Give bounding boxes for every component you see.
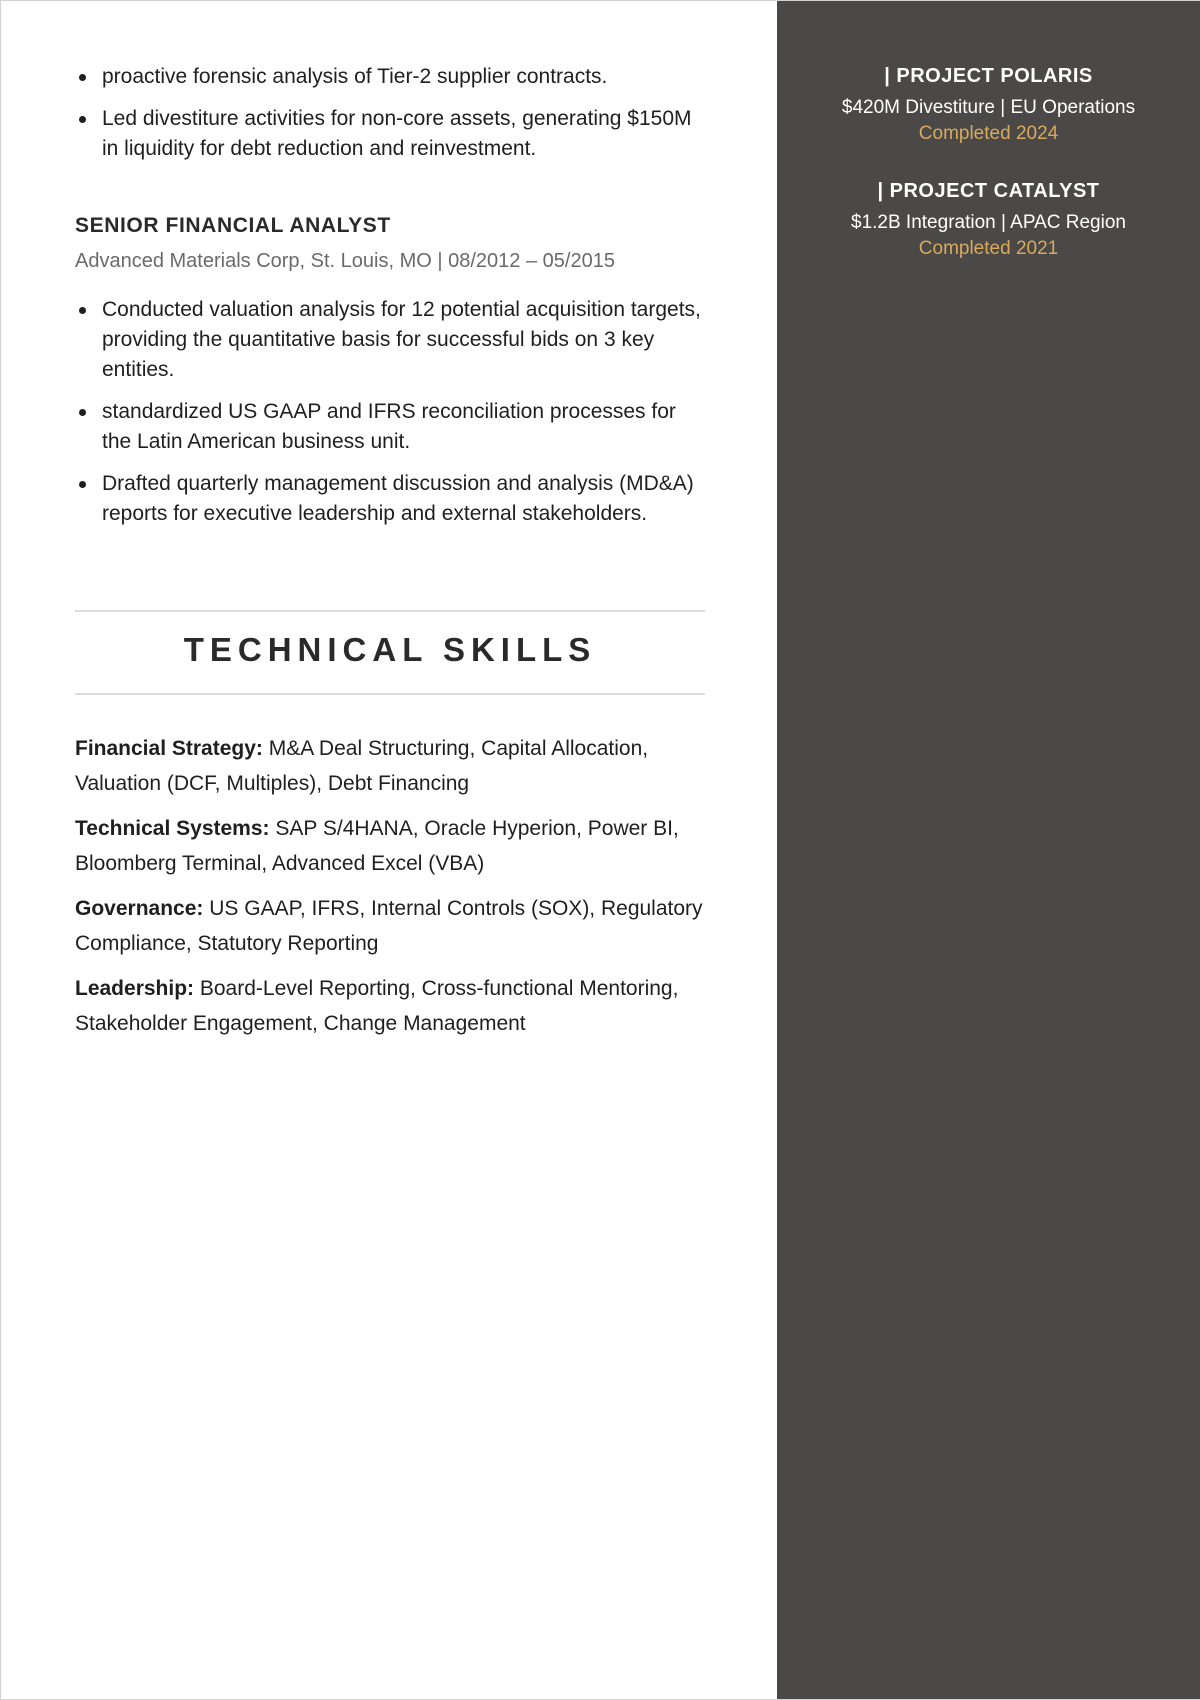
project-detail: $420M Divestiture | EU Operations: [841, 97, 1136, 118]
job-bullets: [75, 295, 705, 541]
skills-list: [75, 731, 705, 1051]
skill-value: US GAAP, IFRS, Internal Controls (SOX), Regulatory Compliance, Statutory Reporting: [75, 897, 703, 955]
section-divider: [75, 693, 705, 695]
project-catalyst: [777, 178, 1200, 262]
bullet-item: Drafted quarterly management discussion and analysis (MD&A) reports for executive leadership and external stakeholders.: [75, 469, 705, 529]
previous-role-bullets: [75, 62, 705, 176]
project-status: Completed 2024: [918, 123, 1059, 144]
project-detail: $1.2B Integration | APAC Region: [851, 212, 1126, 233]
project-name: | PROJECT POLARIS: [884, 65, 1093, 87]
skill-row: [75, 731, 705, 801]
skill-value: SAP S/4HANA, Oracle Hyperion, Power BI, Bloomberg Terminal, Advanced Excel (VBA): [75, 817, 679, 875]
skill-label: Governance:: [75, 897, 204, 920]
project-name: | PROJECT CATALYST: [877, 180, 1100, 202]
skill-value: M&A Deal Structuring, Capital Allocation, Valuation (DCF, Multiples), Debt Financing: [75, 737, 649, 795]
bullet-item: standardized US GAAP and IFRS reconciliation processes for the Latin American business unit.: [75, 397, 705, 457]
skill-row: [75, 971, 705, 1041]
bullet-item: Led divestiture activities for non-core assets, generating $150M in liquidity for debt reduction and reinvestment.: [75, 104, 705, 164]
project-status: Completed 2021: [918, 238, 1059, 259]
sidebar: [777, 1, 1200, 1699]
section-divider: [75, 610, 705, 612]
job-title: SENIOR FINANCIAL ANALYST: [75, 214, 391, 237]
bullet-item: Conducted valuation analysis for 12 potential acquisition targets, providing the quantitative basis for successful bids on 3 key entities.: [75, 295, 705, 385]
skill-label: Financial Strategy:: [75, 737, 263, 760]
skill-label: Technical Systems:: [75, 817, 270, 840]
section-heading-technical-skills: TECHNICAL SKILLS: [183, 631, 597, 668]
skill-value: Board-Level Reporting, Cross-functional Mentoring, Stakeholder Engagement, Change Management: [75, 977, 679, 1035]
bullet-item: proactive forensic analysis of Tier-2 supplier contracts.: [75, 62, 705, 92]
skill-row: [75, 811, 705, 881]
skill-label: Leadership:: [75, 977, 195, 1000]
skill-row: [75, 891, 705, 961]
project-polaris: [777, 63, 1200, 147]
job-meta: Advanced Materials Corp, St. Louis, MO | 08/2012 – 05/2015: [75, 250, 615, 272]
